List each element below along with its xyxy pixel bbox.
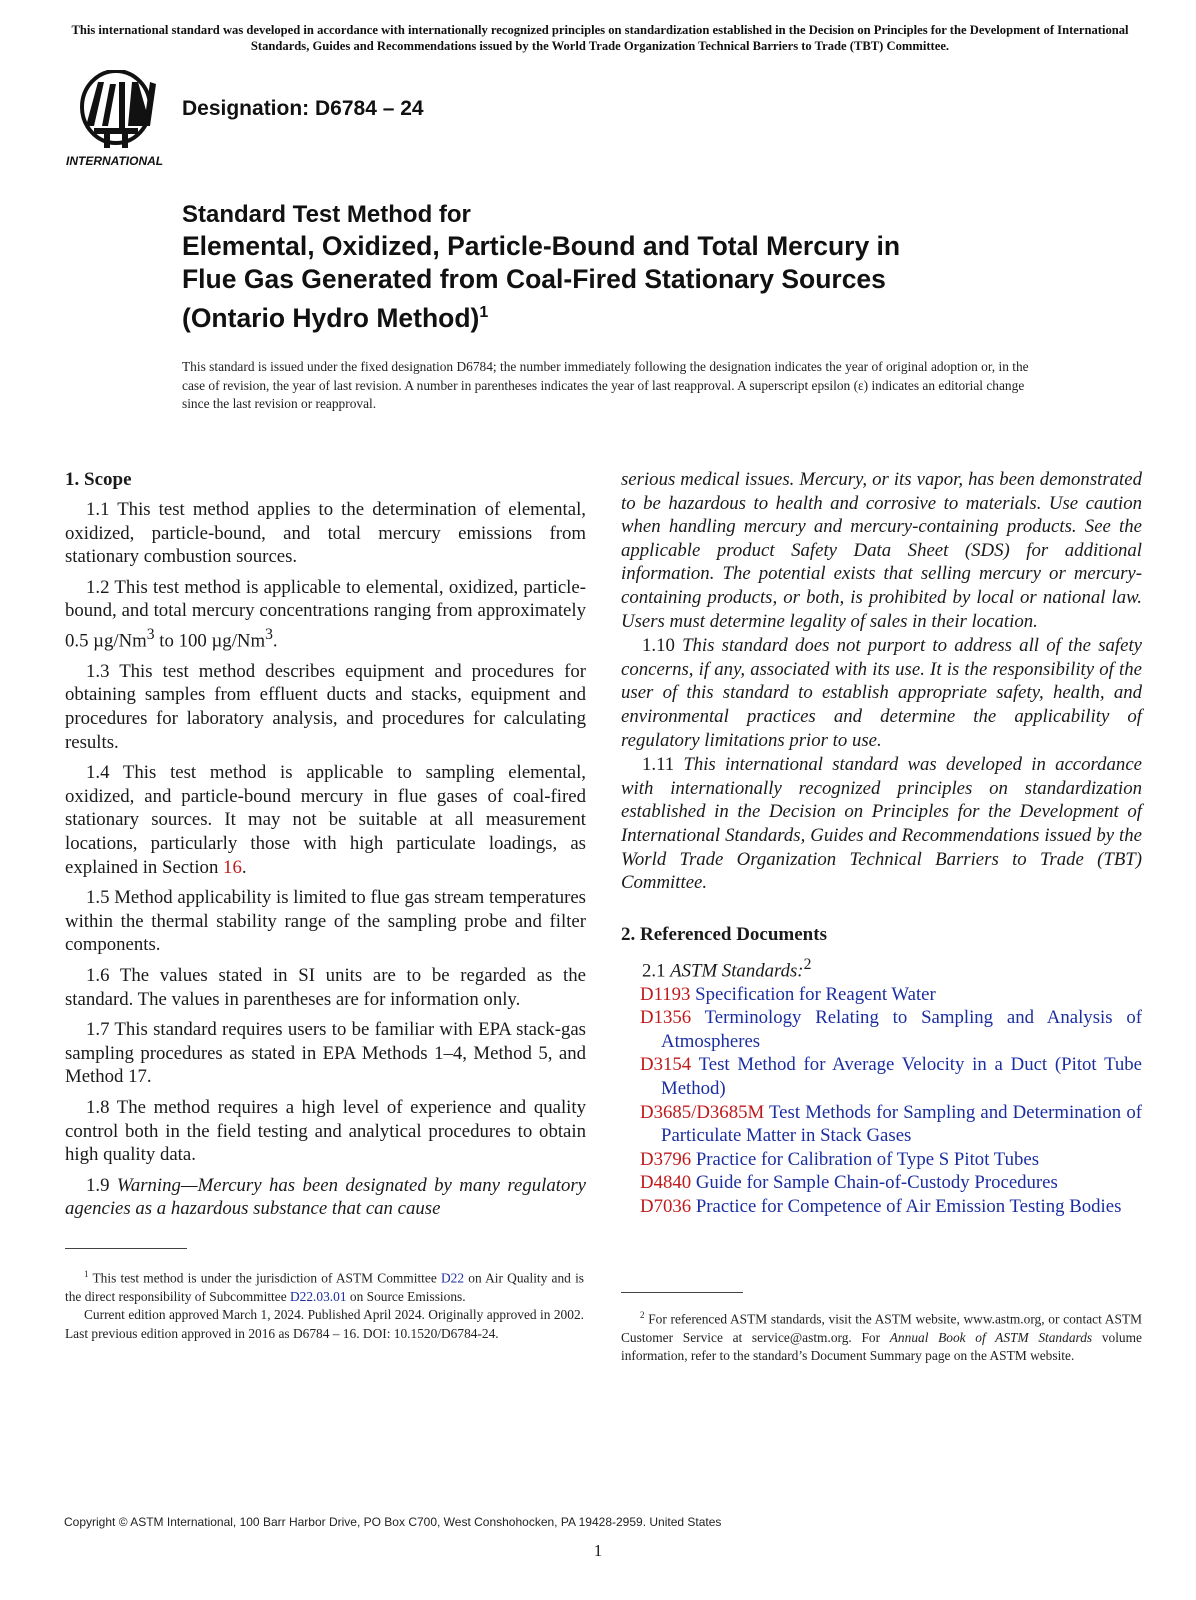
reference-item[interactable]: D3796 Practice for Calibration of Type S Pitot Tubes [640, 1148, 1040, 1170]
referenced-documents-heading: 2. Referenced Documents [621, 923, 827, 945]
scope-heading: 1. Scope [65, 469, 132, 490]
astm-logo-icon [82, 71, 156, 148]
left-column [65, 468, 586, 1228]
footnote-rule-left [65, 1248, 187, 1249]
title-line-3: Flue Gas Generated from Coal-Fired Stationary Sources [182, 264, 886, 294]
title-line-1: Standard Test Method for [182, 201, 471, 228]
right-column [621, 468, 1142, 1218]
reference-item[interactable]: D7036 Practice for Competence of Air Emission Testing Bodies [640, 1195, 1122, 1217]
reference-item[interactable]: D4840 Guide for Sample Chain-of-Custody Procedures [640, 1172, 1058, 1194]
astm-standards-label: 2.1 ASTM Standards:$^2$ [642, 955, 812, 981]
reference-list [621, 983, 1142, 1219]
copyright-line: Copyright © ASTM International, 100 Barr Harbor Drive, PO Box C700, West Conshohocken, PA 19428-2959. United States [64, 1515, 722, 1529]
reference-item[interactable]: D1356 Terminology Relating to Sampling and Analysis of Atmospheres [640, 1007, 1142, 1052]
footnote-1: $^1$ This test method is under the jurisdiction of ASTM Committee D22 on Air Quality and is the direct responsibility of Subcommittee D22.03.01 on Source Emissions. Current edition approved March 1, 2024. Published April 2024. Originally approved in 2002. Last previous edition approved in 2016 as D6784 – 16. DOI: 10.1520/D6784-24. [65, 1265, 584, 1343]
section-1-6: 1.6 The values stated in SI units are to be regarded as the standard. The values in parentheses are for information only. [65, 964, 586, 1010]
document-title [182, 200, 1042, 335]
section-1-8: 1.8 The method requires a high level of experience and quality control both in the field testing and analytical procedures to obtain high quality data. [65, 1096, 586, 1166]
designation: Designation: D6784 – 24 [182, 97, 424, 120]
reference-item[interactable]: D3685/D3685M Test Methods for Sampling and Determination of Particulate Matter in Stack Gases [640, 1101, 1142, 1147]
section-1-10: 1.10 This standard does not purport to address all of the safety concerns, if any, associated with its use. It is the responsibility of the user of this standard to establish appropriate safety, health, and environmental practices and determine the applicability of regulatory limitations prior to use. [621, 635, 1142, 751]
astm-logo [64, 70, 174, 170]
issued-note: This standard is issued under the fixed designation D6784; the number immediately following the designation indicates the year of original adoption or, in the case of revision, the year of last revision. A number in parentheses indicates the year of last reapproval. A superscript epsilon (ε) indicates an editorial change since the last revision or reapproval. [182, 359, 1029, 411]
logo-wordmark: INTERNATIONAL [66, 154, 164, 168]
section-1-2: 1.2 This test method is applicable to elemental, oxidized, particle-bound, and total mercury concentrations ranging from approximately 0.5 µg/Nm$^3$ to 100 µg/Nm$^3$. [65, 576, 586, 652]
committee-d22-link[interactable]: D22 [440, 1270, 465, 1286]
reference-item[interactable]: D1193 Specification for Reagent Water [640, 983, 936, 1005]
title-line-2: Elemental, Oxidized, Particle-Bound and Total Mercury in [182, 231, 901, 261]
footnote-1-edition: Current edition approved March 1, 2024. Published April 2024. Originally approved in 2002. Last previous edition approved in 2016 as D6784 – 16. DOI: 10.1520/D6784-24. [65, 1307, 584, 1341]
section-1-9-continued: serious medical issues. Mercury, or its vapor, has been demonstrated to be hazardous to health and corrosive to materials. Use caution when handling mercury and mercury-containing products. See the applicable product Safety Data Sheet (SDS) for additional information. The potential exists that selling mercury or mercury-containing products, or both, is prohibited by local or national law. Users must determine legality of sales in their location. [621, 469, 1142, 632]
wto-notice: This international standard was developed in accordance with internationally recognized principles on standardization established in the Decision on Principles for the Development of International Standards, Guides and Recommendations issued by the World Trade Organization Technical Barriers to Trade (TBT) Committee. [71, 23, 1129, 53]
title-footnote-mark: 1 [479, 304, 489, 321]
title-line-4: (Ontario Hydro Method) [182, 302, 480, 333]
reference-item[interactable]: D3154 Test Method for Average Velocity in a Duct (Pitot Tube Method) [640, 1054, 1142, 1099]
section-1-7: 1.7 This standard requires users to be familiar with EPA stack-gas sampling procedures as stated in EPA Methods 1–4, Method 5, and Method 17. [65, 1019, 586, 1088]
page-number: 1 [593, 1541, 603, 1560]
section-1-5: 1.5 Method applicability is limited to flue gas stream temperatures within the thermal stability range of the sampling probe and filter components. [65, 887, 586, 956]
section-1-9-start: 1.9 Warning—Mercury has been designated by many regulatory agencies as a hazardous substance that can cause [65, 1174, 587, 1220]
section-1-11: 1.11 This international standard was developed in accordance with internationally recognized principles on standardization established in the Decision on Principles for the Development of International Standards, Guides and Recommendations issued by the World Trade Organization Technical Barriers to Trade (TBT) Committee. [621, 754, 1142, 894]
section-1-3: 1.3 This test method describes equipment and procedures for obtaining samples from effluent ducts and stacks, equipment and procedures for laboratory analysis, and procedures for calculating results. [65, 660, 586, 753]
section-1-1: 1.1 This test method applies to the determination of elemental, oxidized, particle-bound, and total mercury emissions from stationary combustion sources. [65, 499, 586, 568]
footnote-2: $^2$ For referenced ASTM standards, visit the ASTM website, www.astm.org, or contact ASTM Customer Service at service@astm.org. For Annual Book of ASTM Standards volume information, refer to the standard’s Document Summary page on the ASTM website. [621, 1310, 1142, 1364]
section-16-link[interactable]: 16 [223, 856, 242, 878]
footnote-rule-right [621, 1292, 743, 1293]
subcommittee-link[interactable]: D22.03.01 [290, 1288, 347, 1304]
section-1-4: 1.4 This test method is applicable to sampling elemental, oxidized, and particle-bound mercury in flue gases of coal-fired stationary sources. It may not be suitable at all measurement locations, particularly those with high particulate loadings, as explained in Section 16. [65, 762, 586, 878]
